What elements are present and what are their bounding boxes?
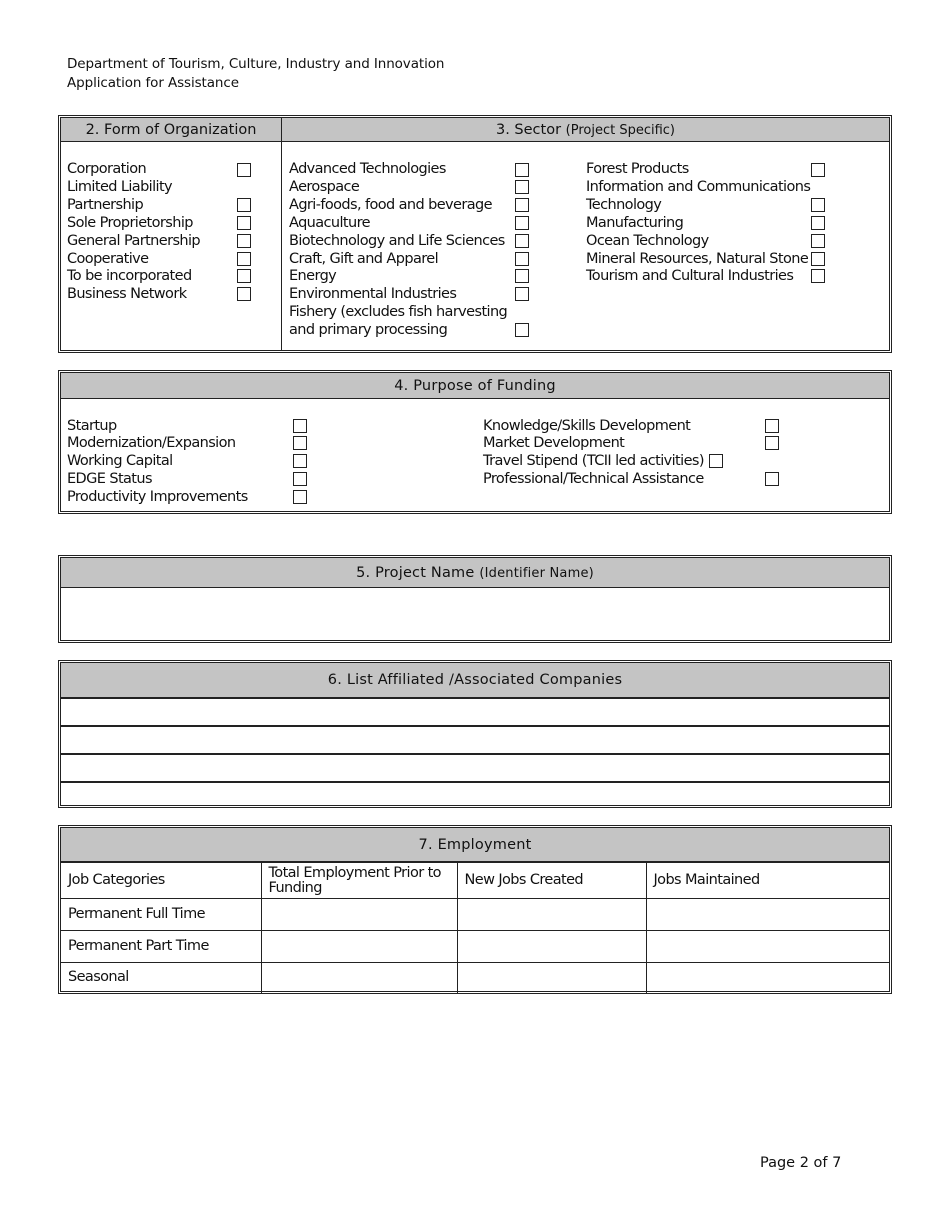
purpose-label-startup: Startup [67, 418, 117, 434]
section-divider [281, 118, 282, 350]
affiliated-company-row[interactable] [61, 781, 889, 809]
cell-jobs-maintained[interactable] [646, 931, 889, 963]
cell-total-employment[interactable] [261, 931, 457, 963]
org-label-corporation: Corporation [67, 161, 147, 177]
purpose-label-travel-stipend: Travel Stipend (TCII led activities) [483, 453, 704, 469]
org-label-partnership: Partnership [67, 197, 144, 213]
purpose-checkbox-modernization[interactable] [293, 436, 307, 450]
sector-label-tourism-cultural: Tourism and Cultural Industries [586, 268, 794, 284]
section-6-heading: 6. List Affiliated /Associated Companies [61, 663, 889, 697]
purpose-label-professional-technical: Professional/Technical Assistance [483, 471, 704, 487]
sector-checkbox-environmental-industries[interactable] [515, 287, 529, 301]
purpose-label-productivity: Productivity Improvements [67, 489, 248, 505]
purpose-label-modernization: Modernization/Expansion [67, 435, 236, 451]
col-header-job-categories: Job Categories [61, 863, 261, 899]
sector-checkbox-fishery[interactable] [515, 323, 529, 337]
sector-checkbox-aquaculture[interactable] [515, 216, 529, 230]
cell-total-employment[interactable] [261, 899, 457, 931]
col-header-total-employment: Total Employment Prior to Funding [261, 863, 457, 899]
sector-label-agri-foods: Agri-foods, food and beverage [289, 197, 492, 213]
form-title: Application for Assistance [67, 75, 239, 91]
org-label-to-be-incorporated: To be incorporated [67, 268, 192, 284]
sector-label-fishery-cont: and primary processing [289, 322, 448, 338]
page-number: Page 2 of 7 [760, 1155, 842, 1171]
org-checkbox-to-be-incorporated[interactable] [237, 269, 251, 283]
purpose-checkbox-productivity[interactable] [293, 490, 307, 504]
organization-sector-section [58, 115, 892, 353]
sector-checkbox-ocean-technology[interactable] [811, 234, 825, 248]
sector-checkbox-tourism-cultural[interactable] [811, 269, 825, 283]
purpose-checkbox-edge-status[interactable] [293, 472, 307, 486]
purpose-label-market-development: Market Development [483, 435, 625, 451]
cell-total-employment[interactable] [261, 963, 457, 993]
col-header-new-jobs: New Jobs Created [457, 863, 646, 899]
org-checkbox-general-partnership[interactable] [237, 234, 251, 248]
org-checkbox-partnership[interactable] [237, 198, 251, 212]
sector-checkbox-aerospace[interactable] [515, 180, 529, 194]
section-5-subtitle: (Identifier Name) [479, 566, 594, 581]
sector-label-ocean-technology: Ocean Technology [586, 233, 709, 249]
table-row [61, 963, 889, 993]
project-name-field[interactable] [61, 588, 889, 640]
cell-jobs-maintained[interactable] [646, 899, 889, 931]
section-2-heading: 2. Form of Organization [61, 118, 281, 142]
row-label-seasonal: Seasonal [61, 963, 261, 993]
sector-label-manufacturing: Manufacturing [586, 215, 684, 231]
employment-header-row [61, 863, 889, 899]
table-row [61, 931, 889, 963]
purpose-checkbox-working-capital[interactable] [293, 454, 307, 468]
sector-checkbox-agri-foods[interactable] [515, 198, 529, 212]
table-row [61, 899, 889, 931]
sector-label-forest-products: Forest Products [586, 161, 689, 177]
section-5-heading [61, 558, 889, 588]
affiliated-companies-section [58, 660, 892, 808]
sector-label-energy: Energy [289, 268, 337, 284]
purpose-label-knowledge-skills: Knowledge/Skills Development [483, 418, 691, 434]
sector-checkbox-craft-gift-apparel[interactable] [515, 252, 529, 266]
sector-checkbox-biotechnology[interactable] [515, 234, 529, 248]
sector-label-aerospace: Aerospace [289, 179, 360, 195]
sector-label-fishery: Fishery (excludes fish harvesting [289, 304, 508, 320]
section-7-heading: 7. Employment [61, 828, 889, 862]
purpose-label-working-capital: Working Capital [67, 453, 173, 469]
purpose-checkbox-startup[interactable] [293, 419, 307, 433]
affiliated-company-row[interactable] [61, 753, 889, 781]
affiliated-company-row[interactable] [61, 697, 889, 725]
org-checkbox-business-network[interactable] [237, 287, 251, 301]
purpose-of-funding-section [58, 370, 892, 514]
affiliated-company-row[interactable] [61, 725, 889, 753]
section-5-title: 5. Project Name [356, 565, 475, 581]
purpose-checkbox-travel-stipend[interactable] [709, 454, 723, 468]
sector-label-advanced-technologies: Advanced Technologies [289, 161, 446, 177]
section-3-subtitle: (Project Specific) [565, 123, 676, 138]
org-checkbox-cooperative[interactable] [237, 252, 251, 266]
row-label-permanent-part-time: Permanent Part Time [61, 931, 261, 963]
sector-checkbox-advanced-technologies[interactable] [515, 163, 529, 177]
purpose-checkbox-market-development[interactable] [765, 436, 779, 450]
sector-label-mineral-resources: Mineral Resources, Natural Stone [586, 251, 809, 267]
cell-jobs-maintained[interactable] [646, 963, 889, 993]
org-checkbox-corporation[interactable] [237, 163, 251, 177]
sector-checkbox-ict[interactable] [811, 198, 825, 212]
purpose-checkbox-professional-technical[interactable] [765, 472, 779, 486]
sector-checkbox-energy[interactable] [515, 269, 529, 283]
org-label-general-partnership: General Partnership [67, 233, 201, 249]
org-label-limited-liability: Limited Liability [67, 179, 173, 195]
org-label-sole-proprietorship: Sole Proprietorship [67, 215, 193, 231]
section-3-heading [282, 118, 889, 142]
sector-label-aquaculture: Aquaculture [289, 215, 370, 231]
project-name-section [58, 555, 892, 643]
sector-label-technology: Technology [586, 197, 662, 213]
cell-new-jobs[interactable] [457, 963, 646, 993]
department-name: Department of Tourism, Culture, Industry and Innovation [67, 56, 445, 72]
employment-section [58, 825, 892, 994]
sector-label-craft-gift-apparel: Craft, Gift and Apparel [289, 251, 439, 267]
employment-table [61, 862, 889, 993]
section-3-title: 3. Sector [495, 122, 562, 138]
sector-checkbox-forest-products[interactable] [811, 163, 825, 177]
sector-label-information-communications: Information and Communications [586, 179, 811, 195]
sector-checkbox-mineral-resources[interactable] [811, 252, 825, 266]
sector-checkbox-manufacturing[interactable] [811, 216, 825, 230]
row-label-permanent-full-time: Permanent Full Time [61, 899, 261, 931]
org-checkbox-sole-proprietorship[interactable] [237, 216, 251, 230]
sector-label-environmental-industries: Environmental Industries [289, 286, 457, 302]
cell-new-jobs[interactable] [457, 899, 646, 931]
cell-new-jobs[interactable] [457, 931, 646, 963]
section-4-heading: 4. Purpose of Funding [61, 373, 889, 399]
purpose-label-edge-status: EDGE Status [67, 471, 152, 487]
org-label-cooperative: Cooperative [67, 251, 149, 267]
col-header-jobs-maintained: Jobs Maintained [646, 863, 889, 899]
purpose-checkbox-knowledge-skills[interactable] [765, 419, 779, 433]
sector-label-biotechnology: Biotechnology and Life Sciences [289, 233, 505, 249]
org-label-business-network: Business Network [67, 286, 187, 302]
